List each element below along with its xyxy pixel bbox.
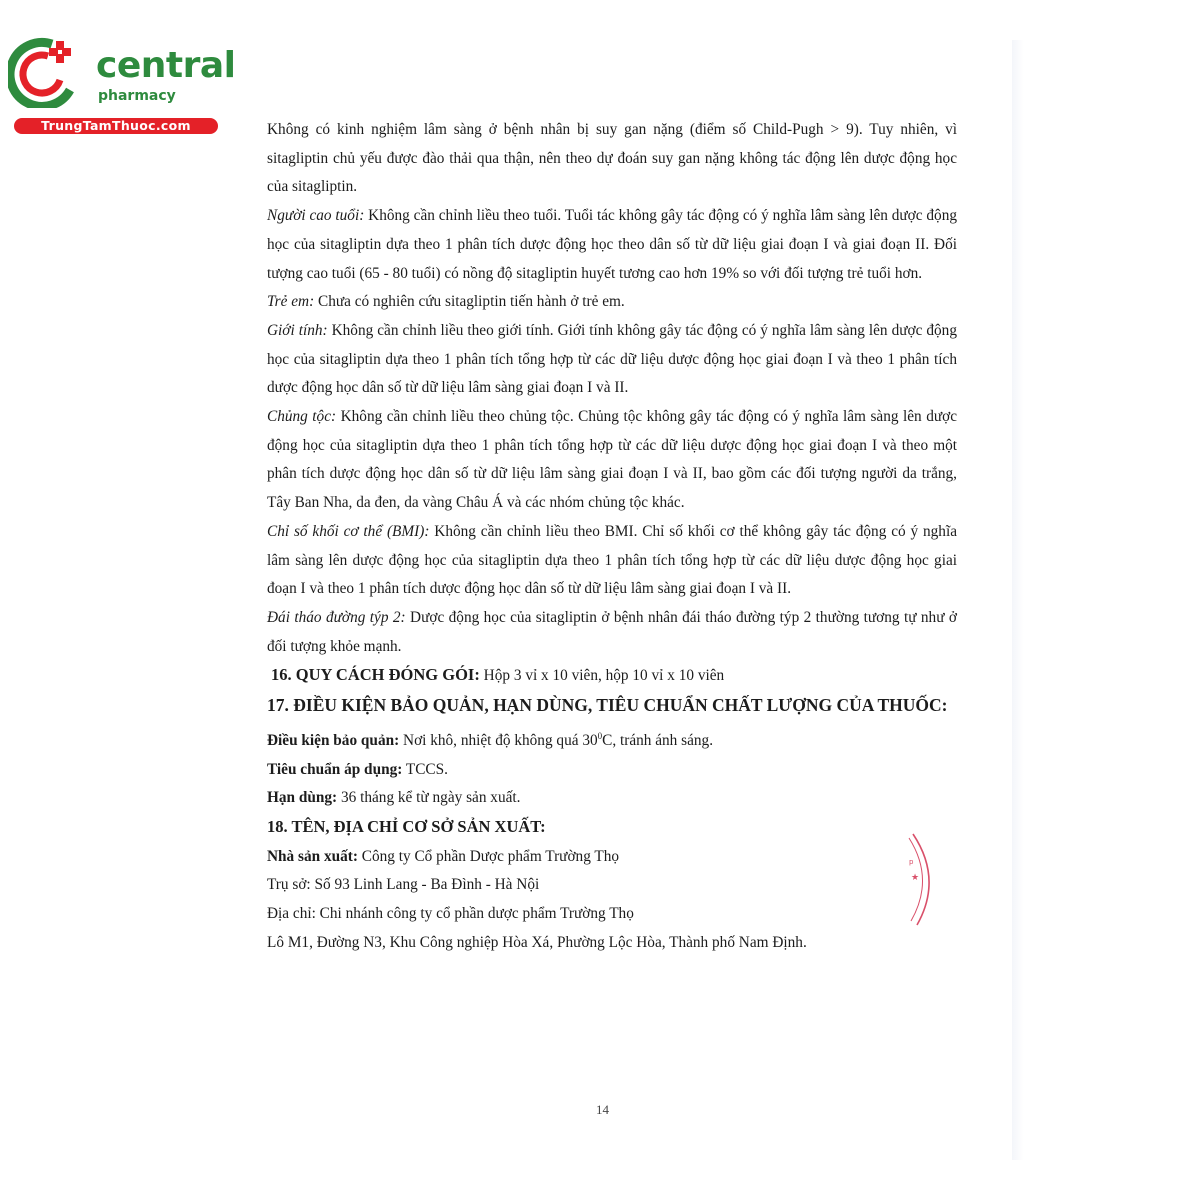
standard-line: Tiêu chuẩn áp dụng: TCCS. (267, 760, 448, 778)
page-number: 14 (596, 1102, 609, 1117)
population-label: Chủng tộc: (267, 408, 337, 426)
central-pharmacy-logo (8, 36, 236, 136)
pharmacy-cross-icon (8, 36, 88, 108)
manufacturer-line: Nhà sản xuất: Công ty Cổ phần Dược phẩm Trường Thọ (267, 847, 620, 865)
storage-line: Điều kiện bảo quản: Nơi khô, nhiệt độ không quá $30^0C$, tránh ánh sáng. (267, 730, 714, 749)
population-label: Giới tính: (267, 321, 328, 339)
population-elderly: Người cao tuổi: Không cần chỉnh liều theo tuổi. Tuổi tác không gây tác động có ý nghĩa lâm sàng lên dược động học của sitagliptin dựa theo 1 phân tích dược động học theo dân số từ dữ liệu giai đoạn I và giai đoạn II. Đối tượng cao tuổi (65 - 80 tuổi) có nồng độ sitagliptin huyết tương cao hơn 19% so với đối tượng trẻ tuổi hơn. (267, 207, 958, 282)
scan-page-edge (1012, 40, 1024, 1160)
population-children: Trẻ em: Chưa có nghiên cứu sitagliptin tiến hành ở trẻ em. (267, 293, 625, 311)
logo-brand-text: central (96, 45, 236, 86)
section-heading: 16. QUY CÁCH ĐÓNG GÓI: (271, 665, 480, 685)
population-race: Chủng tộc: Không cần chỉnh liều theo chủng tộc. Chủng tộc không gây tác động có ý nghĩa lâm sàng lên dược động học của sitagliptin dựa theo 1 phân tích tổng hợp từ các dữ liệu dược động học giai đoạn I và theo một phân tích dược động học dân số từ dữ liệu lâm sàng giai đoạn I và II, bao gồm các đối tượng người da trắng, Tây Ban Nha, da đen, da vàng Châu Á và các nhóm chủng tộc khác. (267, 408, 958, 512)
section-17-heading: 17. ĐIỀU KIỆN BẢO QUẢN, HẠN DÙNG, TIÊU CHUẨN CHẤT LƯỢNG CỦA THUỐC: (267, 695, 948, 716)
svg-text:★: ★ (911, 873, 920, 883)
headquarters-line: Trụ sở: Số 93 Linh Lang - Ba Đình - Hà Nội (267, 876, 540, 894)
population-label: Chỉ số khối cơ thể (BMI): (267, 522, 430, 540)
section-16-packaging: 16. QUY CÁCH ĐÓNG GÓI: Hộp 3 vỉ x 10 viên, hộp 10 vỉ x 10 viên (271, 665, 725, 685)
red-stamp-icon (905, 832, 945, 927)
logo-sub-text: pharmacy (98, 88, 176, 104)
population-label: Người cao tuổi: (267, 207, 365, 225)
document-body (267, 116, 957, 957)
intro-paragraph: Không có kinh nghiệm lâm sàng ở bệnh nhân bị suy gan nặng (điểm số Child-Pugh > 9). Tuy nhiên, vì sitagliptin chủ yếu được đào thải qua thận, nên theo dự đoán suy gan nặng không tác động lên dược động học của sitagliptin. (267, 121, 957, 196)
population-label: Đái tháo đường týp 2: (267, 608, 406, 626)
address-line: Địa chỉ: Chi nhánh công ty cổ phần dược phẩm Trường Thọ (267, 905, 634, 923)
population-diabetes: Đái tháo đường týp 2: Dược động học của sitagliptin ở bệnh nhân đái tháo đường týp 2 thường tương tự như ở đối tượng khỏe mạnh. (267, 608, 957, 655)
population-bmi: Chỉ số khối cơ thể (BMI): Không cần chỉnh liều theo BMI. Chỉ số khối cơ thể không gây tác động có ý nghĩa lâm sàng lên dược động học của sitagliptin dựa theo 1 phân tích tổng hợp từ các dữ liệu dược động học giai đoạn I và theo 1 phân tích dược động học dân số từ dữ liệu lâm sàng giai đoạn I và II. (267, 522, 957, 598)
address-line-2: Lô M1, Đường N3, Khu Công nghiệp Hòa Xá, Phường Lộc Hòa, Thành phố Nam Định. (267, 933, 807, 951)
population-gender: Giới tính: Không cần chỉnh liều theo giới tính. Giới tính không gây tác động có ý nghĩa lâm sàng lên dược động học của sitagliptin dựa theo 1 phân tích tổng hợp từ các dữ liệu dược động học giai đoạn I và theo 1 phân tích dược động học dân số từ dữ liệu lâm sàng giai đoạn I và II. (267, 321, 957, 397)
expiry-line: Hạn dùng: 36 tháng kể từ ngày sản xuất. (267, 789, 521, 807)
population-label: Trẻ em: (267, 293, 315, 311)
section-18-heading: 18. TÊN, ĐỊA CHỈ CƠ SỞ SẢN XUẤT: (267, 816, 546, 836)
svg-text:p: p (909, 858, 914, 866)
logo-url-badge: TrungTamThuoc.com (14, 118, 218, 134)
